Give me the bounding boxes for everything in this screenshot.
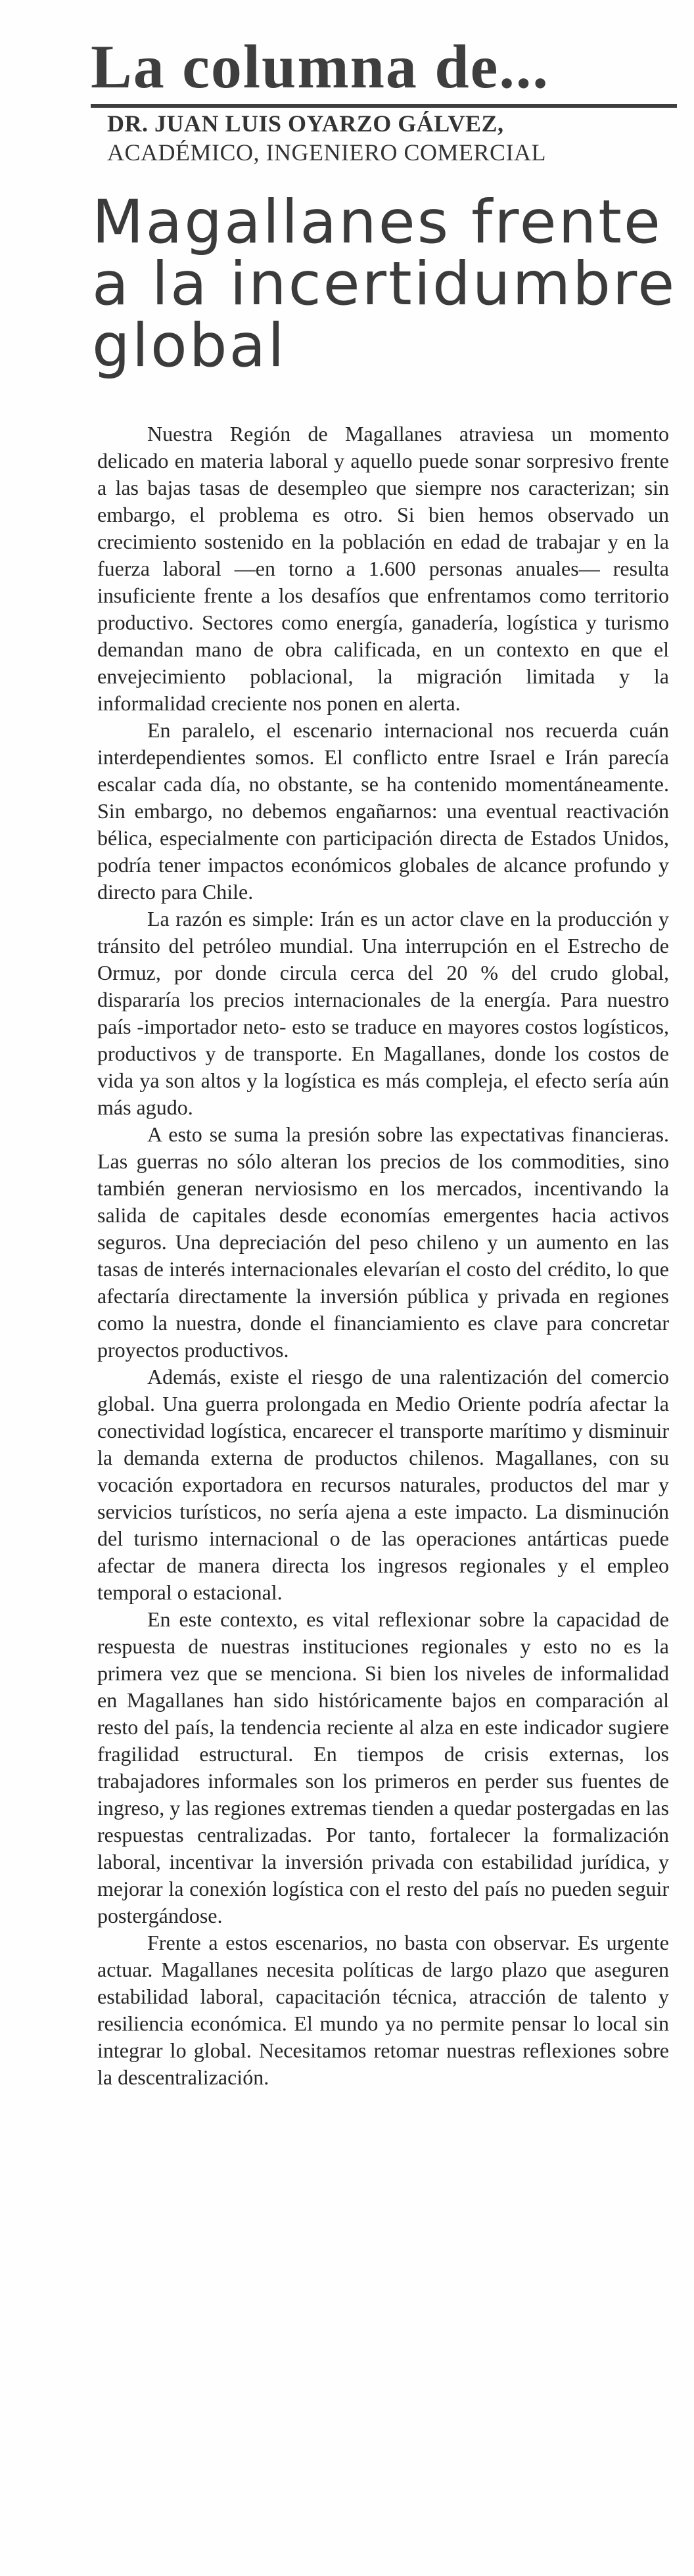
article-paragraph: La razón es simple: Irán es un actor clave en la producción y tránsito del petróleo mundial. Una interrupción en el Estrecho de Ormuz, por donde circula cerca del 20 % del crudo global, dispararía los precios internacionales de la energía. Para nuestro país -importador neto- esto se traduce en mayores costos logísticos, productivos y de transporte. En Magallanes, donde los costos de vida ya son altos y la logística es más compleja, el efecto sería aún más agudo. — [97, 907, 669, 1119]
header-divider — [91, 104, 677, 108]
author-byline — [107, 109, 666, 167]
article-body — [97, 421, 669, 2091]
article-headline — [92, 188, 683, 380]
author-role: ACADÉMICO, INGENIERO COMERCIAL — [107, 139, 546, 166]
article-paragraph: A esto se suma la presión sobre las expectativas financieras. Las guerras no sólo alteran los precios de los commodities, sino también generan nerviosismo en los mercados, incentivando la salida de capitales desde economías emergentes hacia activos seguros. Una depreciación del peso chileno y un aumento en las tasas de interés internacionales elevarían el costo del crédito, lo que afectaría directamente la inversión pública y privada en regiones como la nuestra, donde el financiamiento es clave para concretar proyectos productivos. — [97, 1122, 669, 1362]
article-paragraph: En paralelo, el escenario internacional nos recuerda cuán interdependientes somos. El conflicto entre Israel e Irán parecía escalar cada día, no obstante, se ha contenido momentáneamente. Sin embargo, no debemos engañarnos: una eventual reactivación bélica, especialmente con participación directa de Estados Unidos, podría tener impactos económicos globales de alcance profundo y directo para Chile. — [97, 718, 669, 904]
article-paragraph: Nuestra Región de Magallanes atraviesa un momento delicado en materia laboral y aquello puede sonar sorpresivo frente a las bajas tasas de desempleo que siempre nos caracterizan; sin embargo, el problema es otro. Si bien hemos observado un crecimiento sostenido en la población en edad de trabajar y en la fuerza laboral —en torno a 1.600 personas anuales— resulta insuficiente frente a los desafíos que enfrentamos como territorio productivo. Sectores como energía, ganadería, logística y turismo demandan mano de obra calificada, en un contexto en que el envejecimiento poblacional, la migración limitada y la informalidad creciente nos ponen en alerta. — [97, 422, 669, 715]
article-paragraph: Además, existe el riesgo de una ralentización del comercio global. Una guerra prolongada en Medio Oriente podría afectar la conectividad logística, encarecer el transporte marítimo y disminuir la demanda externa de productos chilenos. Magallanes, con su vocación exportadora en recursos naturales, productos del mar y servicios turísticos, no sería ajena a este impacto. La disminución del turismo internacional o de las operaciones antárticas puede afectar de manera directa los ingresos regionales y el empleo temporal o estacional. — [97, 1365, 669, 1604]
column-label: La columna de... — [91, 33, 549, 101]
headline-line: global — [92, 311, 287, 380]
author-name: DR. JUAN LUIS OYARZO GÁLVEZ, — [107, 110, 504, 137]
headline-line: a la incertidumbre — [92, 250, 677, 319]
headline-line: Magallanes frente — [92, 188, 662, 257]
article-paragraph: En este contexto, es vital reflexionar sobre la capacidad de respuesta de nuestras instituciones regionales y esto no es la primera vez que se menciona. Si bien los niveles de informalidad en Magallanes han sido históricamente bajos en comparación al resto del país, la tendencia reciente al alza en este indicador sugiere fragilidad estructural. En tiempos de crisis externas, los trabajadores informales son los primeros en perder sus fuentes de ingreso, y las regiones extremas tienden a quedar postergadas en las respuestas centralizadas. Por tanto, fortalecer la formalización laboral, incentivar la inversión privada con estabilidad jurídica, y mejorar la conexión logística con el resto del país no pueden seguir postergándose. — [97, 1607, 669, 1927]
article-paragraph: Frente a estos escenarios, no basta con observar. Es urgente actuar. Magallanes necesita políticas de largo plazo que aseguren estabilidad laboral, capacitación técnica, atracción de talento y resiliencia económica. El mundo ya no permite pensar lo local sin integrar lo global. Necesitamos retomar nuestras reflexiones sobre la descentralización. — [97, 1931, 669, 2089]
